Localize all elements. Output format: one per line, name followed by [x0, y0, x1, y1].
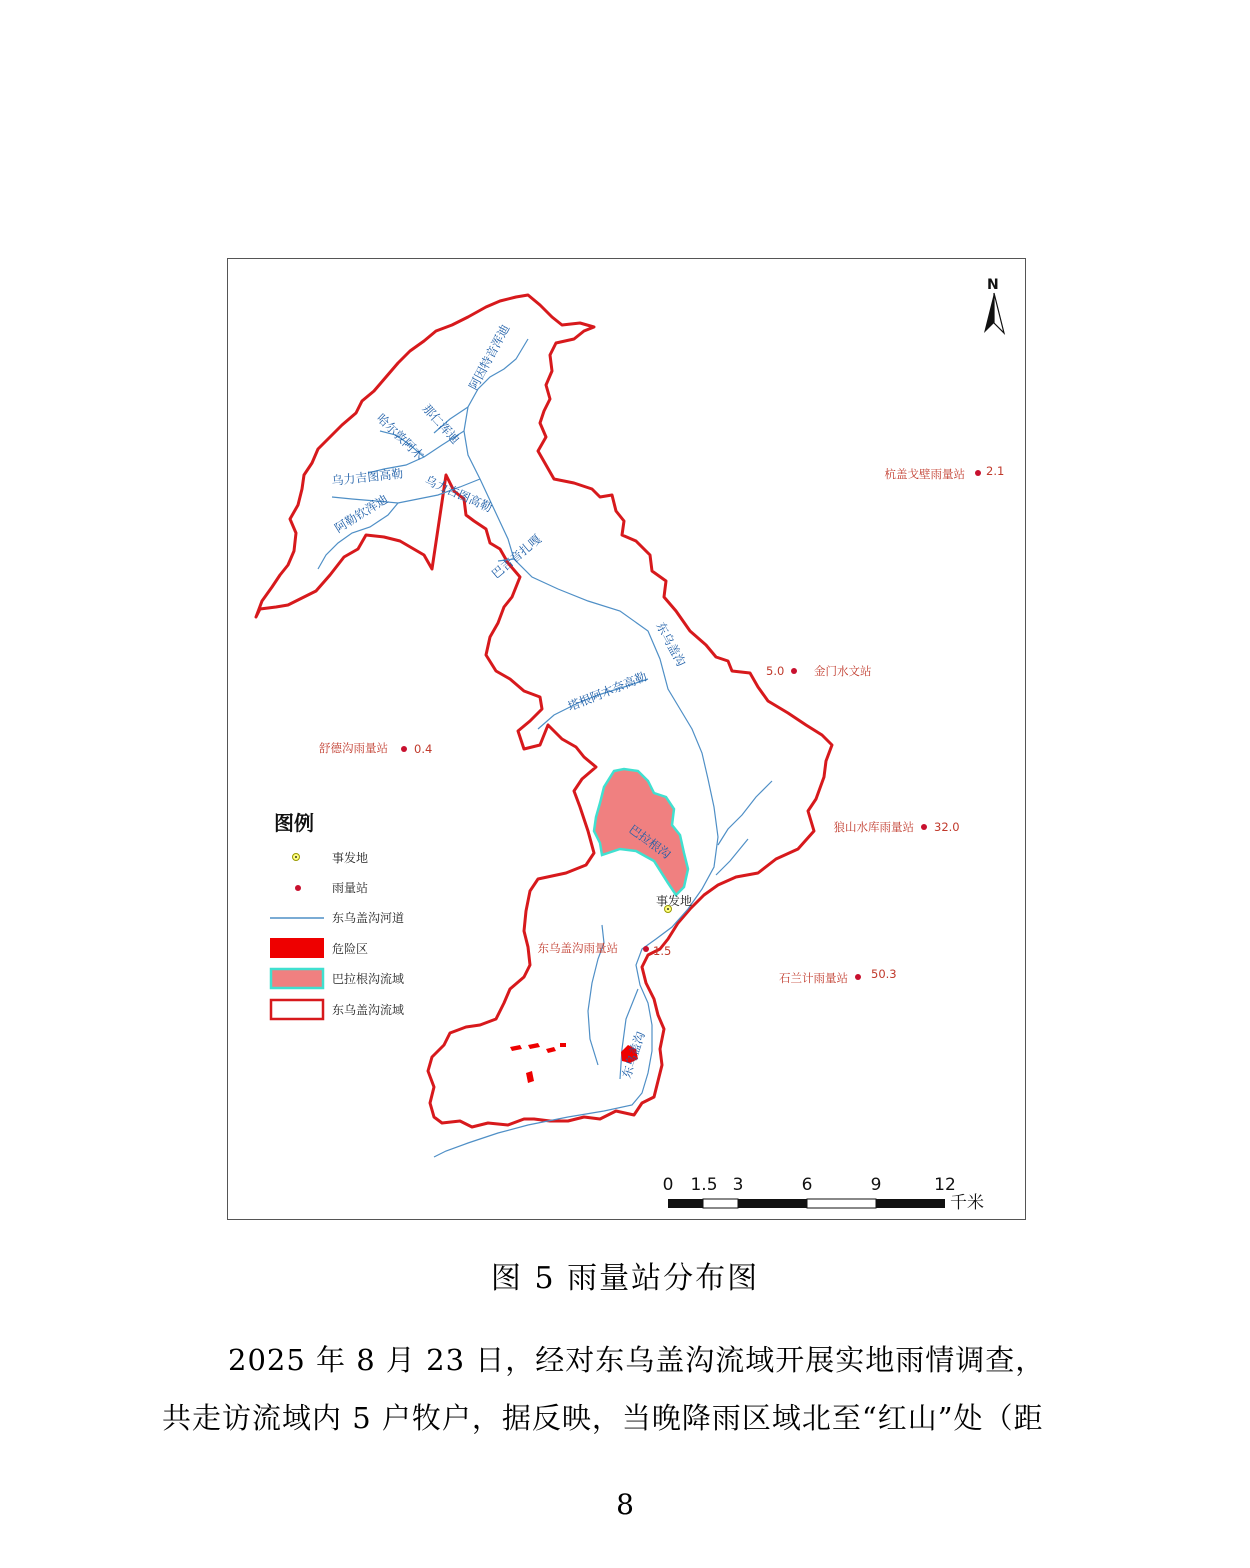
station-name: 杭盖戈壁雨量站 — [884, 467, 965, 481]
station-name: 金门水文站 — [814, 664, 872, 678]
station-dot — [855, 974, 861, 980]
scale-tick: 6 — [801, 1175, 813, 1195]
legend-balagen-basin-icon — [271, 969, 323, 988]
station-value: 1.5 — [653, 944, 672, 958]
station-value: 0.4 — [414, 742, 433, 756]
station-dot — [791, 668, 797, 674]
legend-station-icon — [295, 885, 301, 891]
paragraph-line: 共走访流域内 5 户牧户，据反映，当晚降雨区域北至“红山”处（距 — [162, 1401, 1044, 1435]
danger-zones — [510, 1043, 638, 1083]
paragraph-line: 2025 年 8 月 23 日，经对东乌盖沟流域开展实地雨情调查， — [228, 1343, 1046, 1377]
legend-label: 事发地 — [332, 851, 369, 865]
river-label-dongwugaigou-2: 东乌盖沟 — [619, 1029, 648, 1080]
figure-caption: 图 5 雨量站分布图 — [490, 1261, 760, 1296]
legend-danger-icon — [270, 938, 324, 958]
legend-label: 东乌盖沟河道 — [332, 911, 405, 925]
station-name: 舒德沟雨量站 — [319, 741, 388, 755]
legend-dongwugai-basin-icon — [271, 1000, 323, 1019]
north-arrow-icon — [984, 277, 1004, 333]
river-label-ayintuhundi: 阿因特音浑迪 — [466, 322, 513, 393]
station-dot — [921, 824, 927, 830]
station-name: 东乌盖沟雨量站 — [537, 941, 618, 955]
river-label-wulijitugaole-2: 乌力吉图高勒 — [422, 472, 495, 516]
river-label-narenhundi: 那仁浑迪 — [419, 401, 463, 447]
scale-tick: 0 — [662, 1175, 674, 1195]
incident-site-marker-center — [667, 908, 669, 910]
svg-text:N: N — [987, 277, 999, 293]
scale-bar — [663, 1175, 984, 1213]
station-name: 石兰计雨量站 — [779, 971, 848, 985]
river-label-balagengou: 巴拉根沟 — [626, 822, 674, 862]
scale-unit: 千米 — [950, 1193, 984, 1213]
incident-site-label: 事发地 — [656, 894, 693, 908]
page-number: 8 — [616, 1488, 634, 1521]
station-value: 5.0 — [766, 664, 785, 678]
scale-tick: 3 — [732, 1175, 744, 1195]
legend-title: 图例 — [274, 811, 314, 835]
station-value: 50.3 — [871, 967, 897, 981]
station-value: 32.0 — [934, 820, 960, 834]
legend-label: 东乌盖沟流域 — [332, 1003, 405, 1017]
river-label-haerdunamu: 哈尔敦阿木 — [373, 411, 427, 463]
map-figure — [227, 258, 1026, 1220]
legend-label: 雨量站 — [332, 881, 369, 895]
scale-tick: 1.5 — [690, 1175, 718, 1195]
station-dot — [401, 746, 407, 752]
scale-tick: 12 — [934, 1175, 956, 1195]
station-value: 2.1 — [986, 464, 1005, 478]
river-label-alaqinhundi: 阿勒钦浑迪 — [332, 491, 391, 536]
scale-tick: 9 — [870, 1175, 882, 1195]
river-label-bajiyinzhaga: 巴吉音扎嘎 — [488, 531, 544, 582]
station-dot — [643, 946, 649, 952]
river-label-tagenamunaigaole: 塔根阿木奈高勒 — [565, 669, 650, 714]
river-label-wulijitugaole-1: 乌力吉图高勒 — [330, 466, 404, 488]
legend-label: 危险区 — [332, 942, 369, 956]
map-legend — [270, 811, 404, 1019]
station-name: 狼山水库雨量站 — [833, 820, 914, 834]
legend-label: 巴拉根沟流域 — [332, 972, 405, 986]
river-label-dongwugaigou-1: 东乌盖沟 — [653, 619, 689, 669]
station-dot — [975, 470, 981, 476]
